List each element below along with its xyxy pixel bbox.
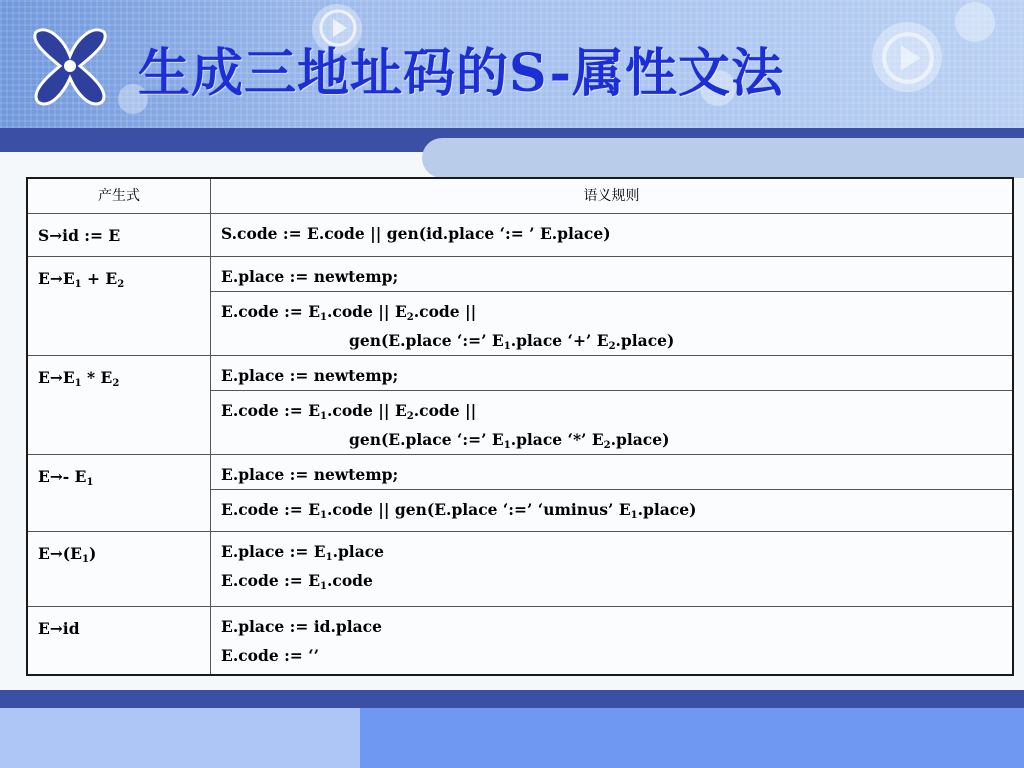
logo-x-icon [30,22,110,110]
table-row [27,356,1013,391]
production-cell: $E\to(E_1)$ [27,532,211,607]
header-production: 产生式 [27,178,211,214]
grammar-table [26,177,1014,676]
table-row [27,257,1013,292]
rule-line: E.code := $E_1.code$ [221,571,373,592]
rule-cell: E.place := newtemp; [211,455,1014,490]
table-row [27,455,1013,490]
play-circle-icon [880,30,936,86]
table-row [27,607,1013,676]
rule-cell [211,532,1014,607]
rule-line: E.code := $E_1.code$ || $E_2.code$ || [221,401,477,422]
production-cell: $E\to E_1 + E_2$ [27,257,211,356]
production-cell: $E\to E_1 * E_2$ [27,356,211,455]
rule-cell [211,391,1014,455]
table-header-row [27,178,1013,214]
slide-header [0,0,1024,128]
rule-line-continued: gen(E.place ‘:=’ $E_1.place$ ‘*’ $E_2.place$) [349,430,670,451]
production-cell: E→- $E_1$ [27,455,211,532]
rule-line: E.code := $E_1.code$ || $E_2.code$ || [221,302,477,323]
rule-cell [211,607,1014,676]
rule-line-continued: gen(E.place ‘:=’ $E_1.place$ ‘+’ $E_2.place$) [349,331,675,352]
rule-line: E.place := id.place [221,617,382,636]
play-circle-icon [318,8,358,48]
footer-band [0,690,1024,708]
header-semantic-rules: 语义规则 [211,178,1014,214]
rule-cell: S.code := E.code || gen(id.place ‘:= ’ E.place) [211,214,1014,257]
rule-line: E.place := $E_1.place$ [221,542,385,563]
rule-cell: E.code := $E_1.code$ || gen(E.place ‘:=’ ‘uminus’ $E_1.place$) [211,490,1014,532]
production-cell: S→id := E [27,214,211,257]
rule-line: E.code := ‘’ [221,646,319,665]
footer-left-panel [0,708,360,768]
footer-right-panel [360,708,1024,768]
rule-cell: E.place := newtemp; [211,257,1014,292]
header-band-accent [422,138,1024,178]
slide-title: 生成三地址码的S-属性文法 [138,43,785,104]
rule-cell: E.place := newtemp; [211,356,1014,391]
table-row [27,532,1013,607]
production-cell: E→id [27,607,211,676]
table-row [27,214,1013,257]
deco-circle [955,2,995,42]
rule-cell [211,292,1014,356]
